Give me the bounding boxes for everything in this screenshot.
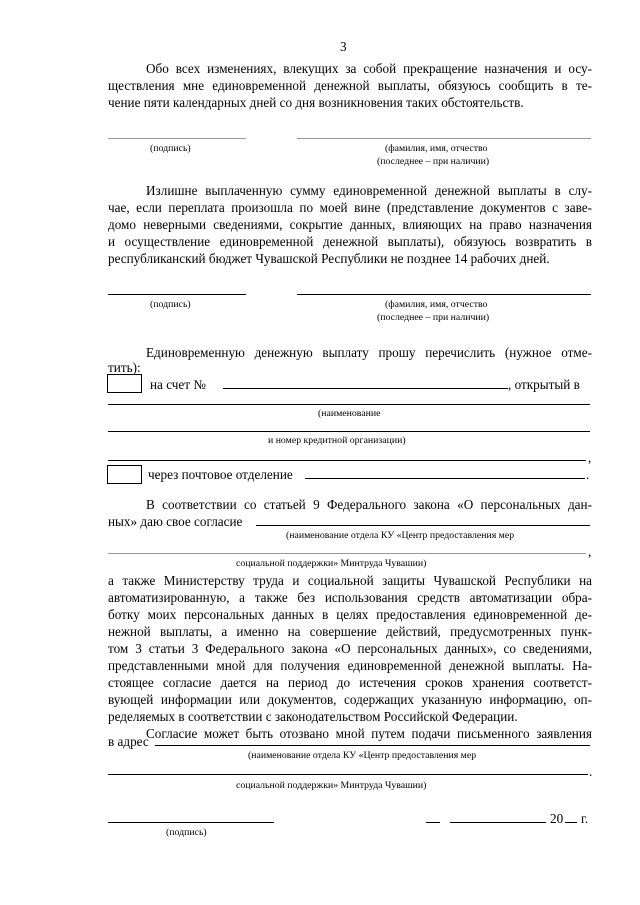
- account-number-line[interactable]: [223, 388, 508, 389]
- bank-label-2: и номер кредитной организации): [268, 435, 406, 446]
- consent-body-7: стоящее согласие дается на период до истечения сроков хранения соответст-: [108, 675, 592, 690]
- account-prefix: на счет №: [150, 377, 206, 392]
- consent-body-1: а также Министерству труда и социальной защиты Чувашской Республики на: [108, 573, 592, 588]
- post-office-line[interactable]: [305, 478, 585, 479]
- date-year-line[interactable]: [565, 822, 577, 823]
- consent-body-9: ределяемых в соответствии с законодательством Российской Федерации.: [108, 709, 518, 724]
- bank-comma: ,: [588, 450, 592, 465]
- consent-dept-label-2: социальной поддержки» Минтруда Чувашии): [236, 558, 427, 569]
- para2-line-4: и осуществление единовременной денежной выплаты), обязуюсь возвратить в: [108, 234, 592, 249]
- date-day-line[interactable]: [426, 822, 440, 823]
- post-office-checkbox[interactable]: [107, 465, 142, 484]
- para1-line-3: чение пяти календарных дней со дня возникновения таких обстоятельств.: [108, 95, 524, 110]
- final-signature-line[interactable]: [108, 822, 274, 823]
- para1-line-1: Обо всех изменениях, влекущих за собой прекращение назначения и осу-: [146, 61, 592, 76]
- payment-intro-line-2: тить):: [108, 360, 141, 375]
- full-name-line-1[interactable]: [297, 138, 591, 139]
- bank-name-line-3[interactable]: [108, 460, 586, 461]
- para2-line-2: чае, если переплата произошла по моей вине (представление документов с заве-: [108, 200, 592, 215]
- bank-label-1: (наименование: [318, 408, 381, 419]
- para2-line-5: республиканский бюджет Чувашской Республики не позднее 14 рабочих дней.: [108, 251, 550, 266]
- address-end: .: [589, 764, 593, 779]
- address-label-1: (наименование отдела КУ «Центр предоставления мер: [248, 750, 477, 761]
- name-label-1b: (последнее – при наличии): [377, 156, 490, 167]
- address-label-2: социальной поддержки» Минтруда Чувашии): [236, 780, 427, 791]
- bank-name-line-2[interactable]: [108, 431, 590, 432]
- page-number: 3: [340, 39, 347, 54]
- post-office-end: .: [586, 467, 590, 482]
- name-label-1a: (фамилия, имя, отчество: [385, 143, 488, 154]
- address-line-1[interactable]: [155, 745, 590, 746]
- post-office-label: через почтовое отделение: [148, 467, 293, 482]
- consent-dept-label-1: (наименование отдела КУ «Центр предоставления мер: [286, 530, 515, 541]
- para2-line-1: Излишне выплаченную сумму единовременной денежной выплаты в слу-: [146, 183, 592, 198]
- para1-line-2: ществления мне единовременной денежной выплаты, обязуюсь сообщить в те-: [108, 78, 592, 93]
- para2-line-3: домо неверными сведениями, сокрытие данных, влияющих на право назначения: [108, 217, 592, 232]
- consent-body-3: ботку моих персональных данных в целях предоставления единовременной де-: [108, 607, 592, 622]
- date-year-prefix: 20: [550, 811, 564, 826]
- consent-line-1: В соответствии со статьей 9 Федерального закона «О персональных дан-: [146, 497, 592, 512]
- address-prefix: в адрес: [108, 734, 149, 749]
- account-suffix: , открытый в: [508, 377, 580, 392]
- date-month-line[interactable]: [450, 822, 546, 823]
- name-label-2a: (фамилия, имя, отчество: [385, 299, 488, 310]
- bank-name-line-1[interactable]: [108, 404, 590, 405]
- consent-body-4: нежной выплаты, а именно на совершение действий, предусмотренных пунк-: [108, 624, 592, 639]
- consent-line-2: ных» даю свое согласие: [108, 514, 243, 529]
- final-signature-label: (подпись): [166, 827, 207, 838]
- consent-body-5: том 3 статьи 3 Федерального закона «О персональных данных», со сведениями,: [108, 641, 592, 656]
- signature-line-1[interactable]: [108, 138, 246, 139]
- signature-line-2[interactable]: [108, 294, 246, 295]
- consent-comma: ,: [588, 544, 592, 559]
- consent-dept-line[interactable]: [256, 525, 590, 526]
- address-line-2[interactable]: [108, 774, 588, 775]
- date-year-suffix: г.: [581, 811, 589, 826]
- signature-label-1: (подпись): [150, 143, 191, 154]
- full-name-line-2[interactable]: [297, 294, 591, 295]
- consent-dept-line-2[interactable]: [108, 553, 586, 554]
- name-label-2b: (последнее – при наличии): [377, 312, 490, 323]
- consent-body-2: автоматизированную, а также без использования средств автоматизации обра-: [108, 590, 592, 605]
- consent-body-8: вующей информации или документов, содержащих указанную информацию, оп-: [108, 692, 592, 707]
- signature-label-2: (подпись): [150, 299, 191, 310]
- consent-body-6: представленными мной для получения единовременной денежной выплаты. На-: [108, 658, 592, 673]
- revoke-line: Согласие может быть отозвано мной путем подачи письменного заявления: [146, 726, 592, 741]
- account-checkbox[interactable]: [107, 374, 142, 393]
- payment-intro-line-1: Единовременную денежную выплату прошу перечислить (нужное отме-: [146, 345, 592, 360]
